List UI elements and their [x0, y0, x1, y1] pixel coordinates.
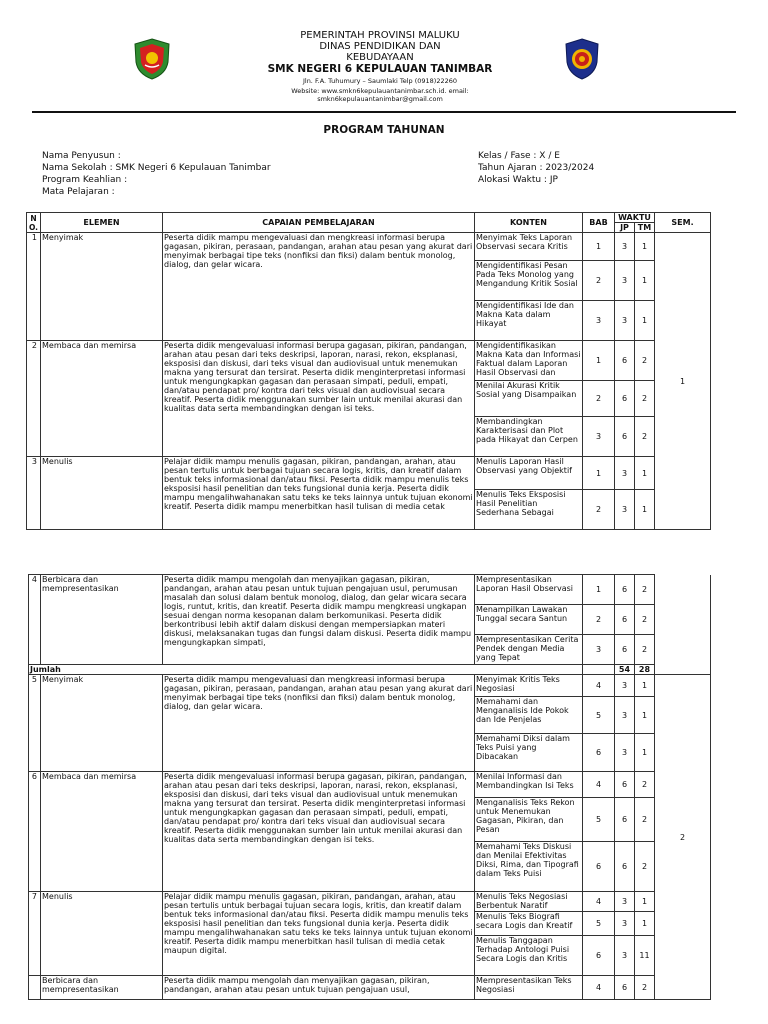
info-kelas-fase: Kelas / Fase : X / E [478, 151, 560, 161]
semester-cell: 1 [655, 233, 711, 530]
jp-cell: 3 [615, 301, 635, 341]
konten-cell: Memahami Teks Diskusi dan Menilai Efektivitas Diksi, Rima, dan Tipografi dalam Teks Puisi [475, 842, 583, 892]
konten-cell: Memahami Diksi dalam Teks Puisi yang Dibacakan [475, 734, 583, 772]
bab-cell: 3 [583, 301, 615, 341]
school-badge-icon [564, 38, 600, 80]
konten-cell: Menulis Tanggapan Terhadap Antologi Puisi Secara Logis dan Kritis [475, 936, 583, 976]
total-jp: 54 [615, 665, 635, 675]
row-number: 6 [29, 772, 41, 892]
bab-cell: 1 [583, 457, 615, 490]
table-row [27, 341, 711, 381]
total-tm: 28 [635, 665, 655, 675]
col-header-sem: SEM. [655, 213, 711, 233]
info-mata-pelajaran: Mata Pelajaran : [42, 187, 115, 197]
bab-cell: 2 [583, 490, 615, 530]
bab-cell: 6 [583, 936, 615, 976]
jp-cell: 3 [615, 490, 635, 530]
jp-cell: 3 [615, 457, 635, 490]
konten-cell: Menulis Laporan Hasil Observasi yang Objektif [475, 457, 583, 490]
info-tahun-ajaran: Tahun Ajaran : 2023/2024 [478, 163, 595, 173]
tm-cell: 2 [635, 575, 655, 605]
total-bab [583, 665, 615, 675]
program-table-sem1 [26, 212, 711, 530]
info-right [478, 150, 594, 186]
elemen-cell: Membaca dan memirsa [41, 772, 163, 892]
tm-cell: 1 [635, 233, 655, 261]
table-row [29, 575, 711, 605]
info-left [42, 150, 271, 198]
jp-cell: 6 [615, 381, 635, 417]
konten-cell: Menulis Teks Negosiasi Berbentuk Naratif [475, 892, 583, 912]
col-header-waktu: WAKTU [615, 213, 655, 223]
table-row [27, 457, 711, 490]
bab-cell: 4 [583, 675, 615, 697]
konten-cell: Mempresentasikan Teks Negosiasi [475, 976, 583, 1000]
jp-cell: 3 [615, 734, 635, 772]
jp-cell: 6 [615, 341, 635, 381]
konten-cell: Menganalisis Teks Rekon untuk Menemukan Gagasan, Pikiran, dan Pesan [475, 798, 583, 842]
jp-cell: 3 [615, 675, 635, 697]
konten-cell: Menyimak Teks Laporan Observasi secara Kritis [475, 233, 583, 261]
bab-cell: 5 [583, 798, 615, 842]
info-nama-penyusun: Nama Penyusun : [42, 151, 121, 161]
jp-cell: 6 [615, 772, 635, 798]
table-row [29, 772, 711, 798]
capaian-cell: Peserta didik mampu mengevaluasi dan mengkreasi informasi berupa gagasan, pikiran, perasaan, pandangan, arahan atau pesan yang akurat dari menyimak berbagai tipe teks (nonfiksi dan fiksi) dalam bentuk monolog, dialog, dan gelar wicara. [163, 675, 475, 772]
jp-cell: 3 [615, 936, 635, 976]
konten-cell: Mengidentifikasikan Makna Kata dan Informasi Faktual dalam Laporan Hasil Observasi dan [475, 341, 583, 381]
bab-cell: 3 [583, 417, 615, 457]
tm-cell: 2 [635, 798, 655, 842]
capaian-cell: Pelajar didik mampu menulis gagasan, pikiran, pandangan, arahan, atau pesan tertulis untuk berbagai tujuan secara logis, kritis, dan kreatif dalam bentuk teks informasional dan/atau fiksi. Peserta didik mampu menulis teks eksposisi hasil penelitian dan teks fungsional dunia kerja. Peserta didik mampu mengalihwahanakan satu teks ke teks lainnya untuk tujuan ekonomi kreatif. Peserta didik mampu menerbitkan hasil tulisan di media cetak [163, 457, 475, 530]
konten-cell: Mempresentasikan Cerita Pendek dengan Media yang Tepat [475, 635, 583, 665]
konten-cell: Menilai Informasi dan Membandingkan Isi Teks [475, 772, 583, 798]
table-row [29, 892, 711, 912]
school-address: Jln. F.A. Tuhumury – Saumlaki Telp (0918)22260 [302, 77, 458, 85]
capaian-cell: Peserta didik mampu mengevaluasi dan mengkreasi informasi berupa gagasan, pikiran, perasaan, pandangan, arahan atau pesan yang akurat dari menyimak berbagai tipe teks (nonfiksi dan fiksi) dalam bentuk monolog, dialog, dan gelar wicara. [163, 233, 475, 341]
bab-cell: 6 [583, 734, 615, 772]
konten-cell: Membandingkan Karakterisasi dan Plot pada Hikayat dan Cerpen [475, 417, 583, 457]
konten-cell: Menilai Akurasi Kritik Sosial yang Disampaikan [475, 381, 583, 417]
tm-cell: 2 [635, 772, 655, 798]
capaian-cell: Peserta didik mengevaluasi informasi berupa gagasan, pikiran, pandangan, arahan atau pesan dari teks deskripsi, laporan, narasi, rekon, eksplanasi, eksposisi dan diskusi, dari teks visual dan audiovisual untuk menemukan makna yang tersurat dan tersirat. Peserta didik menginterpretasi informasi untuk mengungkapkan gagasan dan perasaan simpati, peduli, empati, dan/atau pendapat pro/ kontra dari teks visual dan audiovisual secara kreatif. Peserta didik menggunakan sumber lain untuk menilai akurasi dan kualitas data serta membandingkan dengan isi teks. [163, 772, 475, 892]
tm-cell: 2 [635, 976, 655, 1000]
row-number: 3 [27, 457, 41, 530]
bab-cell: 3 [583, 635, 615, 665]
jp-cell: 6 [615, 635, 635, 665]
col-header-tm: TM [635, 223, 655, 233]
row-number: 5 [29, 675, 41, 772]
col-header-jp: JP [615, 223, 635, 233]
tm-cell: 1 [635, 490, 655, 530]
col-header-bab: BAB [583, 213, 615, 233]
table-page2 [0, 574, 768, 1024]
jp-cell: 3 [615, 892, 635, 912]
konten-cell: Memahami dan Menganalisis Ide Pokok dan Ide Penjelas [475, 697, 583, 734]
tm-cell: 2 [635, 341, 655, 381]
bab-cell: 1 [583, 233, 615, 261]
bab-cell: 2 [583, 381, 615, 417]
bab-cell: 4 [583, 772, 615, 798]
row-number: 1 [27, 233, 41, 341]
tm-cell: 2 [635, 842, 655, 892]
semester-cell: 2 [655, 675, 711, 1000]
jp-cell: 3 [615, 233, 635, 261]
semester-cell-empty [655, 575, 711, 675]
jp-cell: 3 [615, 697, 635, 734]
col-header-capaian: CAPAIAN PEMBELAJARAN [163, 213, 475, 233]
tm-cell: 1 [635, 734, 655, 772]
jp-cell: 6 [615, 798, 635, 842]
bab-cell: 2 [583, 261, 615, 301]
header-line2: DINAS PENDIDIKAN DAN [319, 41, 441, 52]
jp-cell: 3 [615, 261, 635, 301]
row-number: 4 [29, 575, 41, 665]
total-label: Jumlah [29, 665, 583, 675]
konten-cell: Menyimak Kritis Teks Negosiasi [475, 675, 583, 697]
jp-cell: 6 [615, 605, 635, 635]
konten-cell: Menulis Teks Eksposisi Hasil Penelitian Sederhana Sebagai [475, 490, 583, 530]
konten-cell: Mempresentasikan Laporan Hasil Observasi [475, 575, 583, 605]
elemen-cell: Menulis [41, 457, 163, 530]
col-header-no: N O. [27, 213, 41, 233]
info-alokasi-waktu: Alokasi Waktu : JP [478, 175, 558, 185]
jp-cell: 3 [615, 912, 635, 936]
maluku-province-emblem-icon [133, 38, 171, 80]
elemen-cell: Membaca dan memirsa [41, 341, 163, 457]
bab-cell: 1 [583, 341, 615, 381]
konten-cell: Mengidentifikasi Ide dan Makna Kata dalam Hikayat [475, 301, 583, 341]
jp-cell: 6 [615, 417, 635, 457]
elemen-cell: Menulis [41, 892, 163, 976]
konten-cell: Menulis Teks Biografi secara Logis dan Kreatif [475, 912, 583, 936]
tm-cell: 1 [635, 261, 655, 301]
program-table-sem2 [28, 574, 711, 1000]
elemen-cell: Menyimak [41, 675, 163, 772]
elemen-cell: Berbicara dan mempresentasikan [41, 575, 163, 665]
jp-cell: 6 [615, 575, 635, 605]
col-header-elemen: ELEMEN [41, 213, 163, 233]
bab-cell: 4 [583, 892, 615, 912]
table-row [27, 233, 711, 261]
document-title: PROGRAM TAHUNAN [323, 124, 445, 136]
elemen-cell: Berbicara dan mempresentasikan [41, 976, 163, 1000]
row-number: 2 [27, 341, 41, 457]
tm-cell: 1 [635, 892, 655, 912]
total-row [29, 665, 711, 675]
tm-cell: 2 [635, 635, 655, 665]
tm-cell: 1 [635, 457, 655, 490]
letterhead [0, 0, 768, 116]
row-number: 7 [29, 892, 41, 976]
table-page1 [0, 212, 768, 537]
row-number [29, 976, 41, 1000]
bab-cell: 5 [583, 912, 615, 936]
capaian-cell: Pelajar didik mampu menulis gagasan, pikiran, pandangan, arahan, atau pesan tertulis untuk berbagai tujuan secara logis, kritis, dan kreatif dalam bentuk teks informasional dan/atau fiksi. Peserta didik mampu menulis teks eksposisi hasil penelitian dan teks fungsional dunia kerja. Peserta didik mampu mengalihwahanakan satu teks ke teks lainnya untuk tujuan ekonomi kreatif. Peserta didik mampu menerbitkan hasil tulisan di media cetak maupun digital. [163, 892, 475, 976]
tm-cell: 1 [635, 697, 655, 734]
table-row [29, 976, 711, 1000]
elemen-cell: Menyimak [41, 233, 163, 341]
jp-cell: 6 [615, 976, 635, 1000]
capaian-cell: Peserta didik mampu mengolah dan menyajikan gagasan, pikiran, pandangan, arahan atau pesan untuk tujuan pengajuan usul, [163, 976, 475, 1000]
info-nama-sekolah: Nama Sekolah : SMK Negeri 6 Kepulauan Tanimbar [42, 163, 271, 173]
konten-cell: Mengidentifikasi Pesan Pada Teks Monolog yang Mengandung Kritik Sosial [475, 261, 583, 301]
school-name: SMK NEGERI 6 KEPULAUAN TANIMBAR [267, 63, 493, 75]
tm-cell: 2 [635, 381, 655, 417]
header-line1: PEMERINTAH PROVINSI MALUKU [300, 30, 460, 41]
bab-cell: 6 [583, 842, 615, 892]
tm-cell: 1 [635, 675, 655, 697]
tm-cell: 11 [635, 936, 655, 976]
col-header-konten: KONTEN [475, 213, 583, 233]
capaian-cell: Peserta didik mengevaluasi informasi berupa gagasan, pikiran, pandangan, arahan atau pesan dari teks deskripsi, laporan, narasi, rekon, eksplanasi, eksposisi dan diskusi, dari teks visual dan audiovisual untuk menemukan makna yang tersurat dan tersirat. Peserta didik menginterpretasi informasi untuk mengungkapkan gagasan dan perasaan simpati, peduli, empati, dan/atau pendapat pro/ kontra dari teks visual dan audiovisual secara kreatif. Peserta didik menggunakan sumber lain untuk menilai akurasi dan kualitas data serta membandingkan dengan isi teks. [163, 341, 475, 457]
info-program-keahlian: Program Keahlian : [42, 175, 128, 185]
school-email: smkn6kepulauantanimbar@gmail.com [317, 95, 443, 103]
header-line3: KEBUDAYAAN [346, 52, 414, 63]
school-website: Website: www.smkn6kepulauantanimbar.sch.id. email: [291, 87, 469, 95]
bab-cell: 2 [583, 605, 615, 635]
bab-cell: 4 [583, 976, 615, 1000]
header-divider [32, 111, 736, 113]
tm-cell: 1 [635, 912, 655, 936]
bab-cell: 1 [583, 575, 615, 605]
table-row [29, 675, 711, 697]
jp-cell: 6 [615, 842, 635, 892]
bab-cell: 5 [583, 697, 615, 734]
konten-cell: Menampilkan Lawakan Tunggal secara Santun [475, 605, 583, 635]
tm-cell: 2 [635, 417, 655, 457]
tm-cell: 1 [635, 301, 655, 341]
capaian-cell: Peserta didik mampu mengolah dan menyajikan gagasan, pikiran, pandangan, arahan atau pesan untuk tujuan pengajuan usul, perumusan masalah dan solusi dalam bentuk monolog, dialog, dan gelar wicara secara logis, runtut, kritis, dan kreatif. Peserta didik mampu mengkreasi ungkapan sesuai dengan norma kesopanan dalam berkomunikasi. Peserta didik berkontribusi lebih aktif dalam diskusi dengan mempersiapkan materi diskusi, melaksanakan tugas dan fungsi dalam diskusi. Peserta didik mampu mengungkapkan simpati, [163, 575, 475, 665]
tm-cell: 2 [635, 605, 655, 635]
